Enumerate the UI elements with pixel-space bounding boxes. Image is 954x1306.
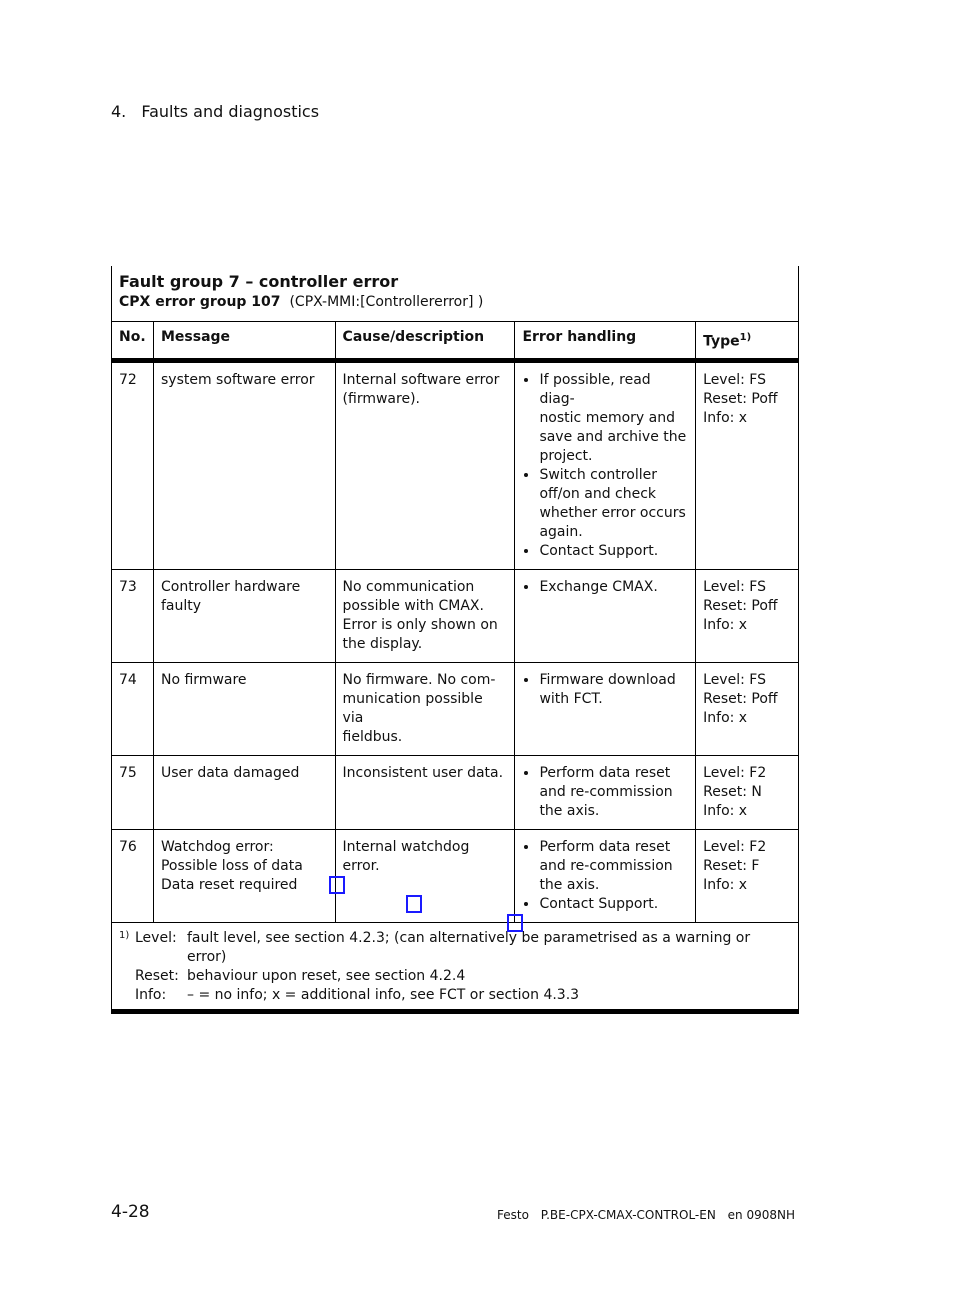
cell-line: Level: F2 xyxy=(703,838,767,855)
col-header-no: No. xyxy=(112,322,154,361)
cell-line: Info: x xyxy=(703,802,748,819)
subtitle-rest: (CPX-MMI:[Controllererror] ) xyxy=(289,294,484,310)
fault-handling xyxy=(515,662,696,755)
handling-item xyxy=(539,542,688,561)
chapter-number: 4. xyxy=(111,102,127,121)
handling-item xyxy=(539,895,688,914)
cell-line: the axis. xyxy=(539,876,600,893)
handling-list xyxy=(522,578,688,597)
col-header-cause: Cause/description xyxy=(335,322,515,361)
table-subtitle xyxy=(119,293,791,312)
cell-line: again. xyxy=(539,523,583,540)
cell-line: Level: FS xyxy=(703,671,766,688)
handling-item xyxy=(539,466,688,542)
fault-cause xyxy=(335,755,515,829)
cell-line: Reset: Poff xyxy=(703,690,778,707)
fault-number: 74 xyxy=(112,662,154,755)
fault-handling xyxy=(515,755,696,829)
cell-line: • Perform data reset xyxy=(539,838,671,855)
fault-cause xyxy=(335,360,515,569)
fault-handling xyxy=(515,360,696,569)
cell-line: User data damaged xyxy=(160,764,300,781)
cell-line: Inconsistent user data. xyxy=(342,764,504,781)
cell-line: the axis. xyxy=(539,802,600,819)
cell-line: possible with CMAX. xyxy=(342,597,484,614)
cell-line: Info: x xyxy=(703,409,748,426)
fault-type xyxy=(696,569,799,662)
footnote-key: Level: xyxy=(135,929,177,946)
fault-type xyxy=(696,662,799,755)
footnote-text[interactable]: fault level, see section 4.2.3; (can alternatively be parametrised as a warning or error) xyxy=(187,929,751,965)
table-row xyxy=(112,569,799,662)
fault-table xyxy=(111,266,799,1014)
fault-cause xyxy=(335,569,515,662)
cell-line: Level: F2 xyxy=(703,764,767,781)
cell-line: (firmware). xyxy=(342,390,420,407)
fault-type xyxy=(696,360,799,569)
fault-number: 75 xyxy=(112,755,154,829)
handling-item xyxy=(539,764,688,821)
table-row xyxy=(112,755,799,829)
cell-line: • Contact Support. xyxy=(539,542,659,559)
footnote-text[interactable]: – = no info; x = additional info, see FCT or section 4.3.3 xyxy=(187,986,580,1003)
fault-number: 72 xyxy=(112,360,154,569)
footnote-line xyxy=(119,967,791,986)
cell-line: Reset: Poff xyxy=(703,597,778,614)
cell-line: Controller hardware xyxy=(160,578,301,595)
cell-line: fieldbus. xyxy=(342,728,403,745)
cell-line: Reset: F xyxy=(703,857,760,874)
cell-line: and re-commission xyxy=(539,783,673,800)
fault-handling xyxy=(515,569,696,662)
section-link-highlight[interactable] xyxy=(507,914,523,932)
cell-line: and re-commission xyxy=(539,857,673,874)
cell-line: Info: x xyxy=(703,876,748,893)
table-title-cell xyxy=(112,266,799,322)
cell-line: Reset: N xyxy=(703,783,762,800)
footnote-mark xyxy=(119,967,135,986)
cell-line: Info: x xyxy=(703,709,748,726)
cell-line: faulty xyxy=(160,597,202,614)
col-header-type: Type$^{1)}$ xyxy=(696,322,799,361)
cell-line: Level: FS xyxy=(703,578,766,595)
chapter-title: Faults and diagnostics xyxy=(141,102,320,121)
cell-line: munication possible via xyxy=(342,690,483,726)
fault-message xyxy=(153,829,335,922)
col-header-message: Message xyxy=(153,322,335,361)
footnote-mark: 1) xyxy=(119,929,130,941)
cell-line: Internal watchdog error. xyxy=(342,838,470,874)
handling-list xyxy=(522,371,688,561)
fault-message xyxy=(153,662,335,755)
cell-line: Data reset required xyxy=(160,876,298,893)
handling-list xyxy=(522,764,688,821)
footer-revision: en 0908NH xyxy=(727,1208,795,1222)
cell-line: nostic memory and xyxy=(539,409,675,426)
fault-type xyxy=(696,755,799,829)
footnote-mark xyxy=(119,986,135,1005)
cell-line: off/on and check xyxy=(539,485,657,502)
fault-handling xyxy=(515,829,696,922)
fault-message xyxy=(153,569,335,662)
footer-company: Festo xyxy=(496,1208,529,1222)
page-number: 4-28 xyxy=(111,1202,150,1222)
cell-line: No firmware xyxy=(160,671,247,688)
footnote-key: Reset: xyxy=(135,967,179,984)
table-row xyxy=(112,360,799,569)
chapter-header xyxy=(111,102,319,121)
fault-number: 73 xyxy=(112,569,154,662)
cell-line: Reset: Poff xyxy=(703,390,778,407)
cell-line: No communication xyxy=(342,578,475,595)
cell-line: the display. xyxy=(342,635,423,652)
table-footnote xyxy=(112,922,799,1011)
cell-line: with FCT. xyxy=(539,690,603,707)
handling-list xyxy=(522,838,688,914)
footnote-line xyxy=(119,986,791,1005)
fault-number: 76 xyxy=(112,829,154,922)
fault-cause xyxy=(335,662,515,755)
cell-line: Info: x xyxy=(703,616,748,633)
handling-list xyxy=(522,671,688,709)
table-title: Fault group 7 – controller error xyxy=(119,272,399,291)
subtitle-group: CPX error group 107 xyxy=(119,294,281,310)
table-row xyxy=(112,829,799,922)
cell-line: • Perform data reset xyxy=(539,764,671,781)
cell-line: Watchdog error: xyxy=(160,838,274,855)
cell-line: save and archive the xyxy=(539,428,687,445)
fault-cause xyxy=(335,829,515,922)
footer-doc-info xyxy=(489,1208,795,1222)
cell-line: No firmware. No com- xyxy=(342,671,496,688)
cell-line: Internal software error xyxy=(342,371,500,388)
cell-line: • Switch controller xyxy=(539,466,657,483)
section-link-highlight[interactable] xyxy=(329,876,345,894)
footnote-key: Info: xyxy=(135,986,167,1003)
fault-message xyxy=(153,360,335,569)
col-header-handling: Error handling xyxy=(515,322,696,361)
handling-item xyxy=(539,838,688,895)
column-header-row xyxy=(112,322,799,361)
cell-line: system software error xyxy=(160,371,315,388)
table-row xyxy=(112,662,799,755)
footnote-text[interactable]: behaviour upon reset, see section 4.2.4 xyxy=(187,967,466,984)
cell-line: • If possible, read diag- xyxy=(539,371,651,407)
cell-line: • Firmware download xyxy=(539,671,676,688)
footnote-line xyxy=(119,929,791,967)
cell-line: project. xyxy=(539,447,593,464)
cell-line: whether error occurs xyxy=(539,504,686,521)
footer-doc-code: P.BE-CPX-CMAX-CONTROL-EN xyxy=(540,1208,716,1222)
cell-line: Possible loss of data xyxy=(160,857,303,874)
cell-line: • Contact Support. xyxy=(539,895,659,912)
handling-item xyxy=(539,371,688,466)
cell-line: Level: FS xyxy=(703,371,766,388)
handling-item xyxy=(539,578,688,597)
handling-item xyxy=(539,671,688,709)
fault-message xyxy=(153,755,335,829)
fault-type xyxy=(696,829,799,922)
cell-line: Error is only shown on xyxy=(342,616,498,633)
cell-line: • Exchange CMAX. xyxy=(539,578,658,595)
section-link-highlight[interactable] xyxy=(406,895,422,913)
